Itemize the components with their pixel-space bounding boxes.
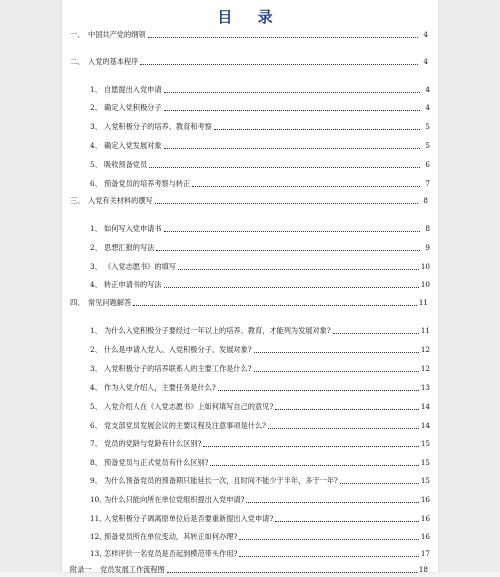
toc-entry-label: 预备党员与正式党员有什么区别?: [104, 458, 209, 467]
toc-entry-label: 党员的党龄与党龄有什么区别?: [104, 439, 202, 448]
toc-entry-section-2[interactable]: [70, 55, 428, 69]
toc-entry-number: 9、: [90, 476, 102, 485]
toc-entry-page: 15: [420, 458, 430, 467]
toc-dot-leader: [156, 249, 420, 251]
toc-dot-leader: [246, 501, 418, 503]
toc-entry-page: 6: [425, 160, 430, 169]
toc-entry-section-1[interactable]: [70, 28, 428, 42]
toc-entry-label: 自愿提出入党申请: [104, 85, 162, 94]
toc-entry-number: 2、: [90, 243, 102, 252]
toc-entry-number: 7、: [90, 439, 102, 448]
toc-entry-2-2[interactable]: [90, 101, 430, 115]
toc-entry-label: 转正申请书的写法: [104, 280, 162, 289]
toc-entry-4-5[interactable]: [90, 400, 430, 414]
toc-entry-4-2[interactable]: [90, 343, 430, 357]
toc-dot-leader: [254, 351, 419, 353]
toc-entry-page: 15: [420, 476, 430, 485]
toc-entry-4-3[interactable]: [90, 362, 430, 376]
toc-entry-number: 3、: [90, 262, 102, 271]
toc-entry-number: 1、: [90, 224, 102, 233]
toc-entry-label: 预备党员所在单位变动，其转正如何办理?: [104, 532, 238, 541]
toc-dot-leader: [192, 185, 420, 187]
toc-dot-leader: [155, 202, 418, 204]
toc-entry-label: 为什么只能向所在单位党组织提出入党申请?: [104, 495, 245, 504]
toc-entry-label: 为什么入党积极分子要经过一年以上的培养、教育，才能列为发展对象?: [104, 326, 331, 335]
toc-entry-page: 9: [425, 243, 430, 252]
toc-dot-leader: [167, 571, 417, 573]
toc-entry-label: 党员发展工作流程图: [100, 565, 165, 574]
toc-entry-3-3[interactable]: [90, 260, 430, 274]
toc-entry-page: 5: [425, 141, 430, 150]
toc-dot-leader: [164, 147, 420, 149]
toc-dot-leader: [218, 389, 419, 391]
toc-entry-label: 怎样评价一名党员是否起到模范带头作用?: [104, 549, 238, 558]
toc-entry-page: 14: [420, 421, 430, 430]
toc-entry-number: 3、: [90, 122, 102, 131]
toc-entry-page: 10: [420, 280, 430, 289]
toc-dot-leader: [340, 482, 419, 484]
toc-dot-leader: [333, 332, 419, 334]
toc-entry-page: 7: [425, 179, 430, 188]
toc-dot-leader: [239, 538, 419, 540]
toc-entry-page: 8: [423, 196, 428, 205]
toc-entry-number: 6、: [90, 179, 102, 188]
toc-entry-page: 5: [425, 122, 430, 131]
toc-entry-number: 二、: [70, 57, 85, 66]
toc-dot-leader: [148, 36, 418, 38]
toc-entry-number: 4、: [90, 280, 102, 289]
toc-title: 目 录: [217, 8, 283, 26]
toc-entry-label: 入党介绍人在《入党志愿书》上如何填写自己的意见?: [104, 402, 274, 411]
toc-entry-label: 《入党志愿书》的填写: [104, 262, 176, 271]
toc-entry-page: 12: [420, 345, 430, 354]
toc-entry-2-3[interactable]: [90, 120, 430, 134]
toc-entry-4-12[interactable]: [90, 530, 430, 544]
toc-entry-4-9[interactable]: [90, 474, 430, 488]
toc-entry-page: 18: [418, 565, 428, 574]
toc-entry-4-8[interactable]: [90, 456, 430, 470]
toc-entry-number: 1、: [90, 85, 102, 94]
toc-entry-2-5[interactable]: [90, 158, 430, 172]
toc-entry-label: 为什么预备党员的预备期只能延长一次，且时间不能少于半年，多于一年?: [104, 476, 338, 485]
toc-entry-number: 13、: [90, 549, 107, 558]
toc-entry-label: 入党积极分子的培养、教育和考察: [104, 122, 212, 131]
toc-dot-leader: [164, 230, 420, 232]
toc-entry-section-4[interactable]: [70, 296, 428, 310]
toc-dot-leader: [164, 91, 420, 93]
toc-entry-number: 1、: [90, 326, 102, 335]
viewer-background-right: [438, 0, 500, 572]
toc-entry-3-4[interactable]: [90, 278, 430, 292]
toc-entry-number: 6、: [90, 421, 102, 430]
toc-dot-leader: [275, 408, 419, 410]
toc-entry-label: 中国共产党的纲领: [88, 30, 146, 39]
toc-dot-leader: [214, 128, 420, 130]
toc-entry-label: 如何写入党申请书: [104, 224, 162, 233]
toc-entry-number: 4、: [90, 141, 102, 150]
toc-entry-page: 4: [425, 85, 430, 94]
toc-dot-leader: [239, 555, 419, 557]
toc-entry-page: 4: [423, 30, 428, 39]
toc-entry-page: 14: [420, 402, 430, 411]
toc-entry-label: 入党积极分子的培养联系人的主要工作是什么?: [104, 364, 252, 373]
toc-entry-page: 4: [425, 103, 430, 112]
toc-entry-number: 2、: [90, 345, 102, 354]
toc-dot-leader: [133, 304, 417, 306]
toc-dot-leader: [178, 268, 419, 270]
toc-dot-leader: [164, 109, 420, 111]
toc-entry-4-13[interactable]: [90, 547, 430, 561]
toc-entry-4-6[interactable]: [90, 419, 430, 433]
toc-dot-leader: [140, 63, 418, 65]
viewer-background-left: [0, 0, 62, 572]
toc-entry-2-4[interactable]: [90, 139, 430, 153]
toc-entry-2-6[interactable]: [90, 177, 430, 191]
toc-dot-leader: [164, 286, 419, 288]
toc-entry-page: 11: [418, 298, 428, 307]
toc-entry-4-4[interactable]: [90, 381, 430, 395]
toc-entry-page: 16: [420, 495, 430, 504]
toc-dot-leader: [210, 464, 418, 466]
toc-entry-4-11[interactable]: [90, 512, 430, 526]
toc-dot-leader: [149, 166, 420, 168]
toc-dot-leader: [268, 427, 419, 429]
toc-entry-3-2[interactable]: [90, 241, 430, 255]
toc-entry-page: 12: [420, 364, 430, 373]
toc-entry-number: 附录一: [70, 565, 92, 574]
toc-entry-number: 11、: [90, 514, 107, 523]
toc-entry-3-1[interactable]: [90, 222, 430, 236]
toc-entry-label: 确定入党积极分子: [104, 103, 162, 112]
toc-entry-number: 5、: [90, 402, 102, 411]
toc-entry-number: 3、: [90, 364, 102, 373]
toc-entry-4-7[interactable]: [90, 437, 430, 451]
toc-entry-label: 吸收预备党员: [104, 160, 148, 169]
toc-entry-label: 什么是申请入党人、入党积极分子、发展对象?: [104, 345, 252, 354]
toc-entry-number: 2、: [90, 103, 102, 112]
toc-entry-page: 8: [425, 224, 430, 233]
toc-entry-page: 4: [423, 57, 428, 66]
toc-entry-number: 4、: [90, 383, 102, 392]
toc-entry-page: 16: [420, 514, 430, 523]
toc-entry-label: 常见问题解答: [88, 298, 132, 307]
toc-entry-number: 三、: [70, 196, 85, 205]
toc-entry-page: 13: [420, 383, 430, 392]
toc-entry-label: 党支部党员发展会议的主要议程及注意事项是什么?: [104, 421, 266, 430]
toc-entry-page: 16: [420, 532, 430, 541]
toc-dot-leader: [203, 445, 419, 447]
toc-entry-4-1[interactable]: [90, 324, 430, 338]
toc-entry-2-1[interactable]: [90, 83, 430, 97]
toc-entry-number: 8、: [90, 458, 102, 467]
toc-entry-label: 入党有关材料的撰写: [88, 196, 153, 205]
toc-entry-page: 17: [420, 549, 430, 558]
toc-entry-label: 确定入党发展对象: [104, 141, 162, 150]
toc-entry-label: 入党的基本程序: [88, 57, 139, 66]
toc-entry-number: 10、: [90, 495, 107, 504]
toc-entry-4-10[interactable]: [90, 493, 430, 507]
toc-entry-number: 12、: [90, 532, 107, 541]
toc-entry-number: 四、: [70, 298, 85, 307]
toc-dot-leader: [275, 520, 419, 522]
toc-entry-label: 思想汇报的写法: [104, 243, 155, 252]
toc-entry-label: 入党积极分子调离原单位后是否要重新提出入党申请?: [104, 514, 274, 523]
toc-entry-number: 一、: [70, 30, 85, 39]
toc-entry-label: 预备党员的培养考察与转正: [104, 179, 191, 188]
toc-entry-page: 11: [420, 326, 430, 335]
toc-entry-number: 5、: [90, 160, 102, 169]
toc-entry-page: 10: [420, 262, 430, 271]
toc-entry-section-3[interactable]: [70, 194, 428, 208]
toc-dot-leader: [254, 370, 419, 372]
toc-entry-appendix-1[interactable]: [70, 563, 428, 577]
toc-entry-label: 作为入党介绍人，主要任务是什么?: [104, 383, 216, 392]
toc-entry-page: 15: [420, 439, 430, 448]
